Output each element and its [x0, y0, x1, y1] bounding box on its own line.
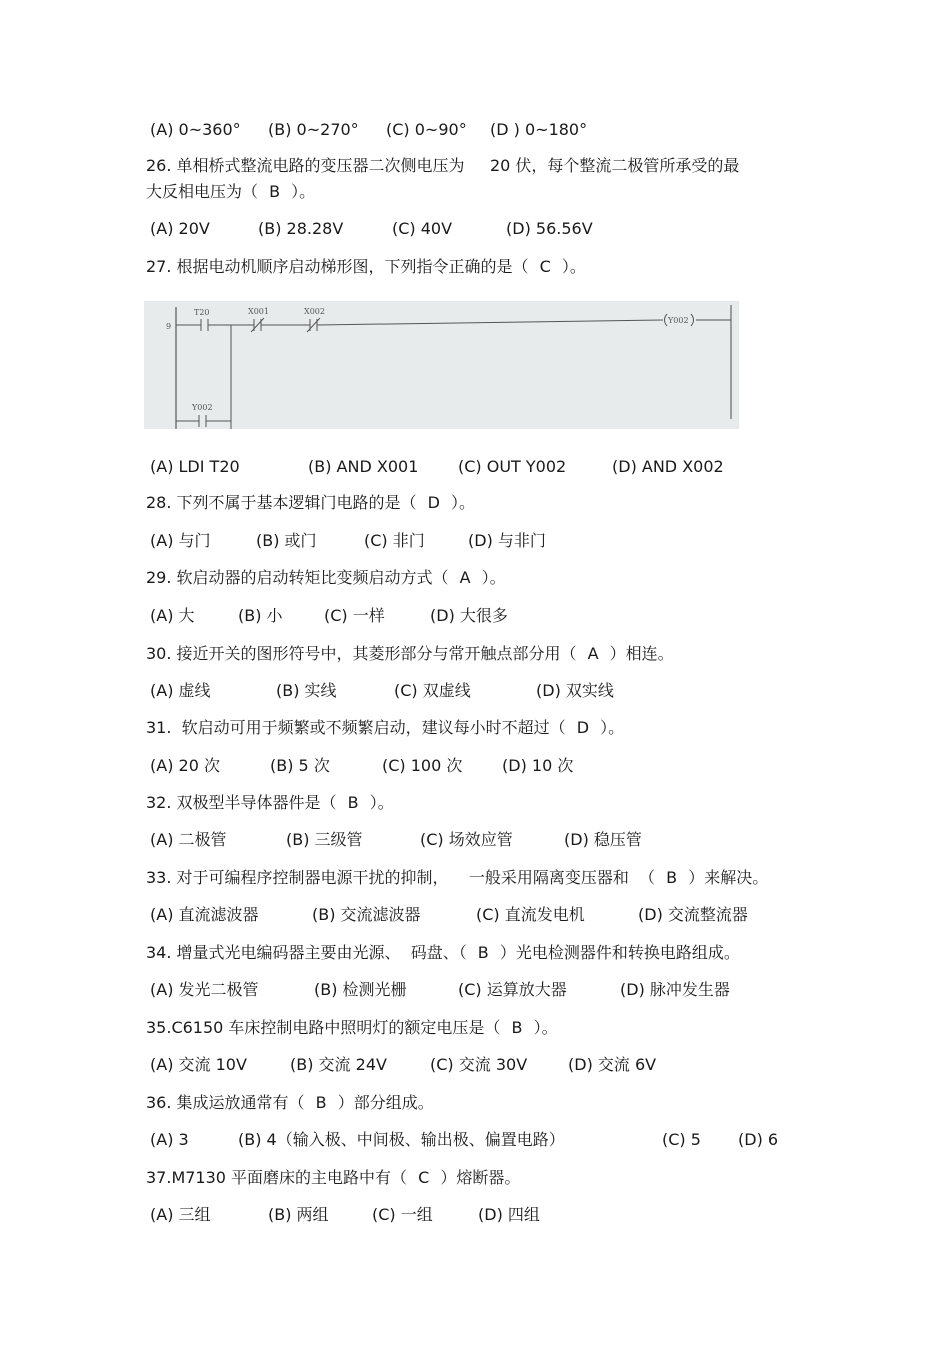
q26-option-c: (C) 40V	[392, 219, 453, 238]
q31-option-c: (C) 100 次	[382, 756, 463, 775]
q31-text-suffix: ）。	[595, 718, 625, 737]
q36-text-prefix: 36. 集成运放通常有（	[146, 1093, 310, 1112]
ladder-diagram-svg	[144, 301, 739, 429]
q31-option-a: (A) 20 次	[150, 756, 220, 775]
q34-answer: B	[477, 943, 489, 962]
q37-answer: C	[418, 1168, 430, 1187]
contact-x001	[248, 307, 269, 332]
q25-option-a: (A) 0~360°	[150, 120, 241, 139]
q36-answer: B	[315, 1093, 327, 1112]
q28-question	[146, 492, 475, 514]
ladder-diagram	[144, 301, 739, 429]
q31-answer: D	[576, 718, 590, 737]
q27-option-d: (D) AND X002	[612, 457, 724, 476]
q26-option-b: (B) 28.28V	[258, 219, 344, 238]
q27-answer: C	[539, 257, 551, 276]
q33-option-b: (B) 交流滤波器	[312, 905, 421, 924]
q27-option-b: (B) AND X001	[308, 457, 419, 476]
q29-text-suffix: ）。	[476, 568, 506, 587]
q32-option-b: (B) 三级管	[286, 830, 363, 849]
q29-option-d: (D) 大很多	[430, 606, 508, 625]
q26-text-prefix: 大反相电压为（	[146, 182, 264, 201]
q36-option-b: (B) 4（输入极、中间极、输出极、偏置电路）	[238, 1130, 565, 1149]
contact-x002	[304, 307, 325, 332]
q36-text-suffix: ）部分组成。	[332, 1093, 434, 1112]
q28-option-b: (B) 或门	[256, 531, 317, 550]
q35-answer: B	[511, 1018, 523, 1037]
q28-option-a: (A) 与门	[150, 531, 211, 550]
q30-question	[146, 643, 674, 665]
q30-option-d: (D) 双实线	[536, 681, 614, 700]
contact-x001-label: X001	[248, 307, 269, 316]
q32-option-d: (D) 稳压管	[564, 830, 642, 849]
q33-option-c: (C) 直流发电机	[476, 905, 585, 924]
q26-answer: B	[269, 182, 281, 201]
q35-option-d: (D) 交流 6V	[568, 1055, 657, 1074]
q37-text-suffix: ）熔断器。	[435, 1168, 521, 1187]
q30-text-suffix: ）相连。	[604, 644, 674, 663]
q27-option-c: (C) OUT Y002	[458, 457, 567, 476]
q35-option-b: (B) 交流 24V	[290, 1055, 387, 1074]
q36-option-c: (C) 5	[662, 1130, 701, 1149]
q29-option-b: (B) 小	[238, 606, 283, 625]
q37-option-b: (B) 两组	[268, 1205, 329, 1224]
contact-t20	[194, 308, 210, 331]
q27-text-prefix: 27. 根据电动机顺序启动梯形图，下列指令正确的是（	[146, 257, 534, 276]
q27-question	[146, 256, 586, 278]
coil-y002	[665, 314, 694, 326]
q26-question-line1: 26. 单相桥式整流电路的变压器二次侧电压为 20 伏，每个整流二极管所承受的最	[146, 156, 740, 175]
q28-answer: D	[427, 493, 440, 512]
q31-text-prefix: 31. 软启动可用于频繁或不频繁启动，建议每小时不超过（	[146, 718, 571, 737]
q34-option-b: (B) 检测光栅	[314, 980, 407, 999]
q31-option-d: (D) 10 次	[502, 756, 574, 775]
q30-answer: A	[587, 644, 599, 663]
q34-option-c: (C) 运算放大器	[458, 980, 567, 999]
q34-text-prefix: 34. 增量式光电编码器主要由光源、 码盘、（	[146, 943, 472, 962]
q29-text-prefix: 29. 软启动器的启动转矩比变频启动方式（	[146, 568, 454, 587]
q27-text-suffix: ）。	[556, 257, 586, 276]
q31-question	[146, 717, 624, 739]
contact-t20-label: T20	[194, 308, 210, 317]
q32-text-prefix: 32. 双极型半导体器件是（	[146, 793, 342, 812]
q34-question	[146, 942, 740, 964]
q29-option-a: (A) 大	[150, 606, 195, 625]
q33-question	[146, 867, 768, 889]
q37-option-c: (C) 一组	[372, 1205, 433, 1224]
q29-question	[146, 567, 506, 589]
q26-text-suffix: ）。	[286, 182, 316, 201]
q30-option-a: (A) 虚线	[150, 681, 211, 700]
q31-option-b: (B) 5 次	[270, 756, 330, 775]
q28-option-c: (C) 非门	[364, 531, 425, 550]
q25-option-b: (B) 0~270°	[268, 120, 359, 139]
q36-option-d: (D) 6	[738, 1130, 779, 1149]
q34-option-a: (A) 发光二极管	[150, 980, 259, 999]
q26-question-line2	[146, 181, 315, 203]
contact-y002	[191, 403, 213, 427]
q32-answer: B	[347, 793, 359, 812]
rung-number: 9	[166, 322, 172, 331]
q26-option-d: (D) 56.56V	[506, 219, 593, 238]
q37-option-a: (A) 三组	[150, 1205, 211, 1224]
q33-option-a: (A) 直流滤波器	[150, 905, 259, 924]
q28-text-prefix: 28. 下列不属于基本逻辑门电路的是（	[146, 493, 422, 512]
q36-option-a: (A) 3	[150, 1130, 189, 1149]
q30-option-b: (B) 实线	[276, 681, 337, 700]
q33-option-d: (D) 交流整流器	[638, 905, 748, 924]
q37-option-d: (D) 四组	[478, 1205, 540, 1224]
q37-text-prefix: 37.M7130 平面磨床的主电路中有（	[146, 1168, 413, 1187]
q35-option-a: (A) 交流 10V	[150, 1055, 247, 1074]
q33-text-suffix: ）来解决。	[683, 868, 769, 887]
q25-option-c: (C) 0~90°	[386, 120, 467, 139]
q37-question	[146, 1167, 520, 1189]
q32-option-a: (A) 二极管	[150, 830, 227, 849]
q32-question	[146, 792, 394, 814]
q35-option-c: (C) 交流 30V	[430, 1055, 528, 1074]
q25-option-d: (D ) 0~180°	[490, 120, 588, 139]
q28-option-d: (D) 与非门	[468, 531, 546, 550]
q36-question	[146, 1092, 434, 1114]
q32-option-c: (C) 场效应管	[420, 830, 513, 849]
q29-answer: A	[459, 568, 471, 587]
q28-text-suffix: ）。	[445, 493, 476, 512]
rung-wire-4	[317, 320, 663, 325]
q33-text-prefix: 33. 对于可编程序控制器电源干扰的抑制， 一般采用隔离变压器和 （	[146, 868, 661, 887]
q30-text-prefix: 30. 接近开关的图形符号中，其菱形部分与常开触点部分用（	[146, 644, 582, 663]
q30-option-c: (C) 双虚线	[394, 681, 471, 700]
q35-text-suffix: ）。	[528, 1018, 558, 1037]
q27-option-a: (A) LDI T20	[150, 457, 240, 476]
contact-x002-label: X002	[304, 307, 325, 316]
q26-option-a: (A) 20V	[150, 219, 210, 238]
q35-text-prefix: 35.C6150 车床控制电路中照明灯的额定电压是（	[146, 1018, 506, 1037]
q33-answer: B	[666, 868, 678, 887]
q34-option-d: (D) 脉冲发生器	[620, 980, 730, 999]
q32-text-suffix: ）。	[364, 793, 394, 812]
q29-option-c: (C) 一样	[324, 606, 385, 625]
coil-y002-label: Y002	[668, 316, 689, 325]
contact-y002-label: Y002	[192, 403, 213, 412]
q35-question	[146, 1017, 558, 1039]
q34-text-suffix: ）光电检测器件和转换电路组成。	[494, 943, 740, 962]
